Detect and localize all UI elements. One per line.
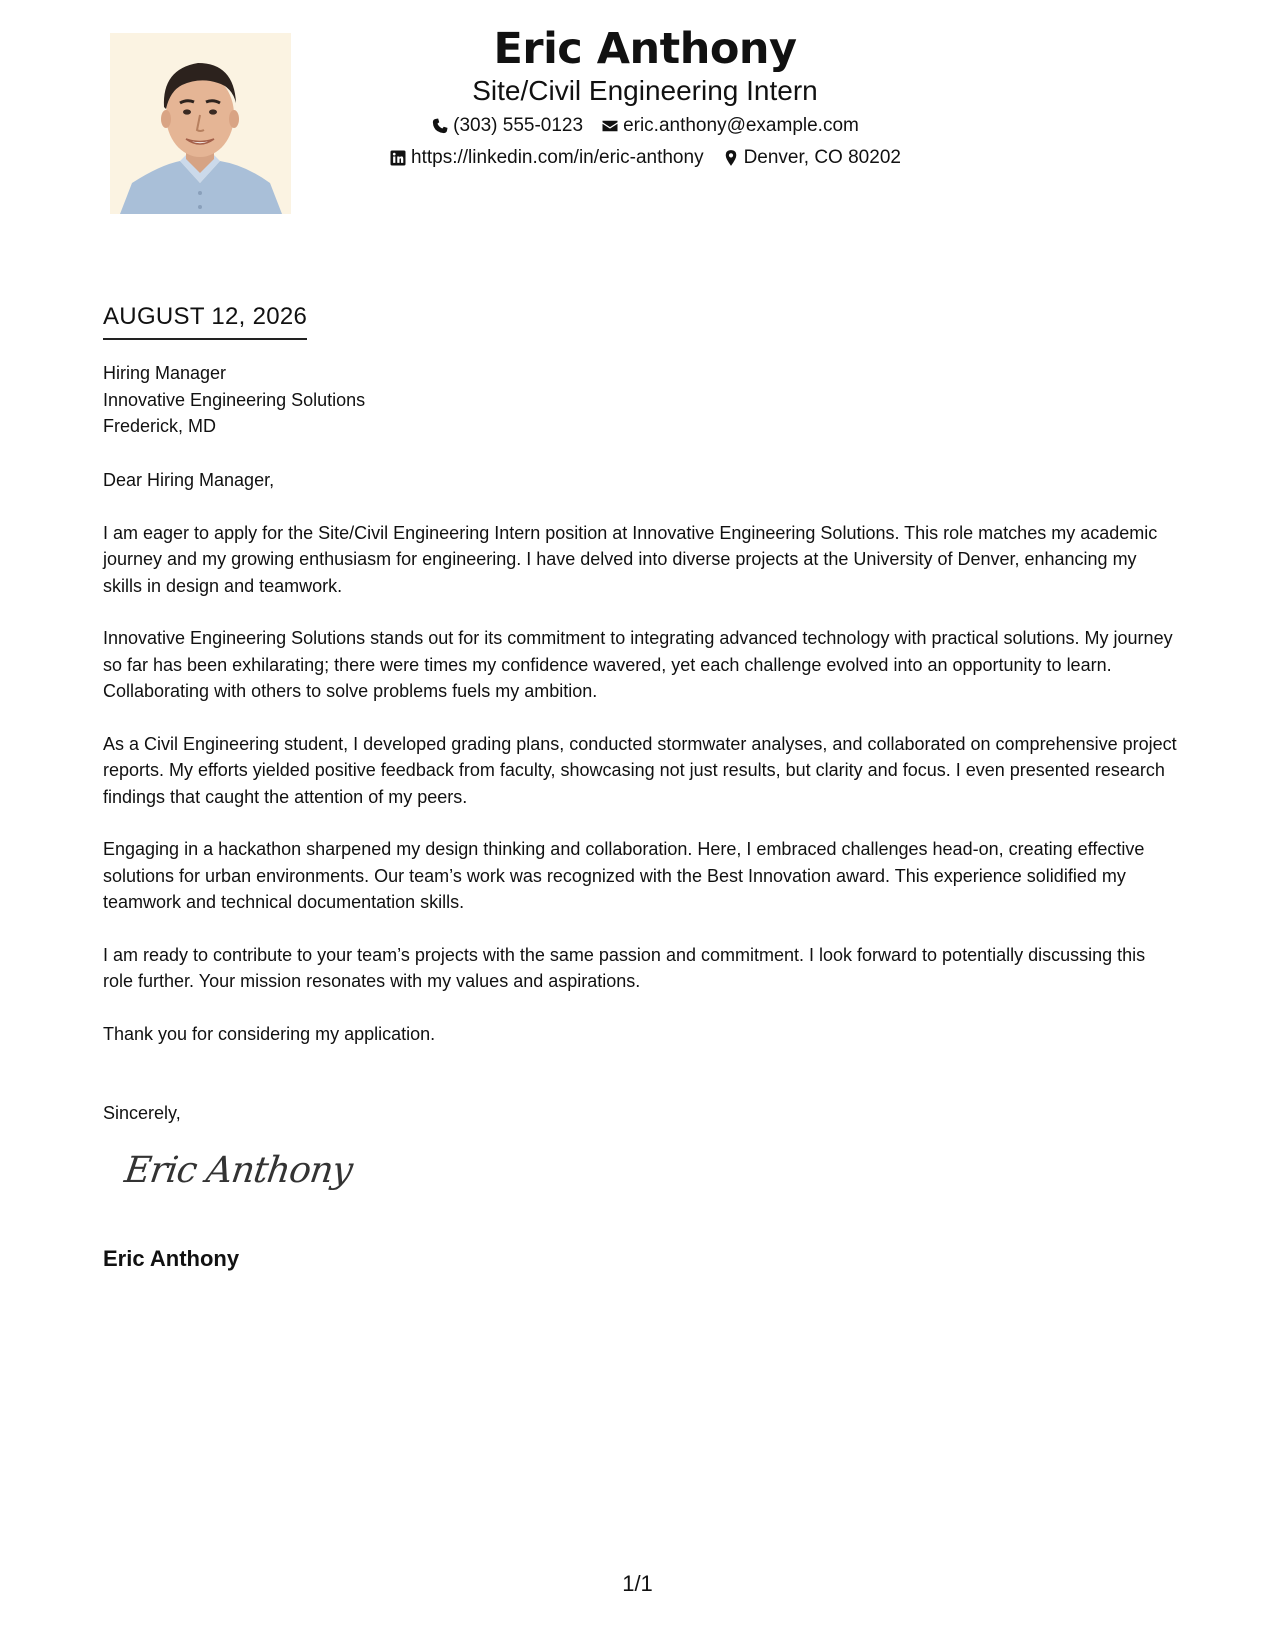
handwritten-signature: Eric Anthony	[122, 1150, 355, 1191]
closing: Sincerely,	[103, 1103, 181, 1123]
profile-photo	[110, 33, 291, 214]
phone-number: (303) 555-0123	[453, 115, 584, 136]
letter-date-block	[103, 302, 307, 340]
body-paragraph-1: I am eager to apply for the Site/Civil Engineering Intern position at Innovative Engineering Solutions. This role matches my academic journey and my growing enthusiasm for engineering. I have delved into diverse projects at the University of Denver, enhancing my skills in design and teamwork.	[103, 522, 1158, 596]
recipient-address	[103, 360, 365, 440]
job-title: Site/Civil Engineering Intern	[472, 75, 818, 106]
contact-phone	[431, 115, 583, 137]
recipient-location: Frederick, MD	[103, 416, 217, 436]
contact-location	[722, 147, 901, 169]
contact-row-secondary	[330, 147, 960, 169]
resume-header	[330, 20, 960, 169]
letter-body	[103, 467, 1178, 1073]
recipient-company: Innovative Engineering Solutions	[103, 389, 366, 410]
signer-name: Eric Anthony	[103, 1246, 240, 1271]
body-paragraph-2: Innovative Engineering Solutions stands out for its commitment to integrating advanced technology with practical solutions. My journey so far has been exhilarating; there were times my confidence wavered, yet each challenge evolved into an opportunity to learn. Collaborating with others to solve problems fuels my ambition.	[103, 628, 1173, 701]
candidate-name: Eric Anthony	[493, 24, 797, 74]
phone-icon	[431, 117, 449, 135]
body-paragraph-3: As a Civil Engineering student, I developed grading plans, conducted stormwater analyses, and collaborated on comprehensive project reports. My efforts yielded positive feedback from faculty, showcasing not just results, but clarity and focus. I even presented research findings that caught the attention of my peers.	[103, 733, 1177, 807]
contact-row-primary	[330, 115, 960, 137]
location-text: Denver, CO 80202	[743, 147, 901, 168]
page-number: 1/1	[622, 1571, 653, 1596]
contact-email[interactable]	[601, 115, 859, 137]
body-paragraph-6: Thank you for considering my application.	[103, 1023, 436, 1044]
letter-date: AUGUST 12, 2026	[103, 302, 307, 340]
email-address[interactable]: eric.anthony@example.com	[623, 115, 859, 136]
body-paragraph-4: Engaging in a hackathon sharpened my design thinking and collaboration. Here, I embraced challenges head-on, creating effective solutions for urban environments. Our team’s work was recognized with the Best Innovation award. This experience solidified my teamwork and technical documentation skills.	[103, 839, 1145, 912]
body-paragraph-5: I am ready to contribute to your team’s projects with the same passion and commitment. I look forward to potentially discussing this role further. Your mission resonates with my values and aspirations.	[103, 944, 1146, 991]
contact-linkedin[interactable]	[389, 147, 704, 169]
recipient-name: Hiring Manager	[103, 363, 227, 383]
map-pin-icon	[722, 149, 740, 167]
salutation: Dear Hiring Manager,	[103, 470, 275, 490]
envelope-icon	[601, 117, 619, 135]
linkedin-url[interactable]: https://linkedin.com/in/eric-anthony	[411, 147, 704, 168]
linkedin-icon	[389, 149, 407, 167]
